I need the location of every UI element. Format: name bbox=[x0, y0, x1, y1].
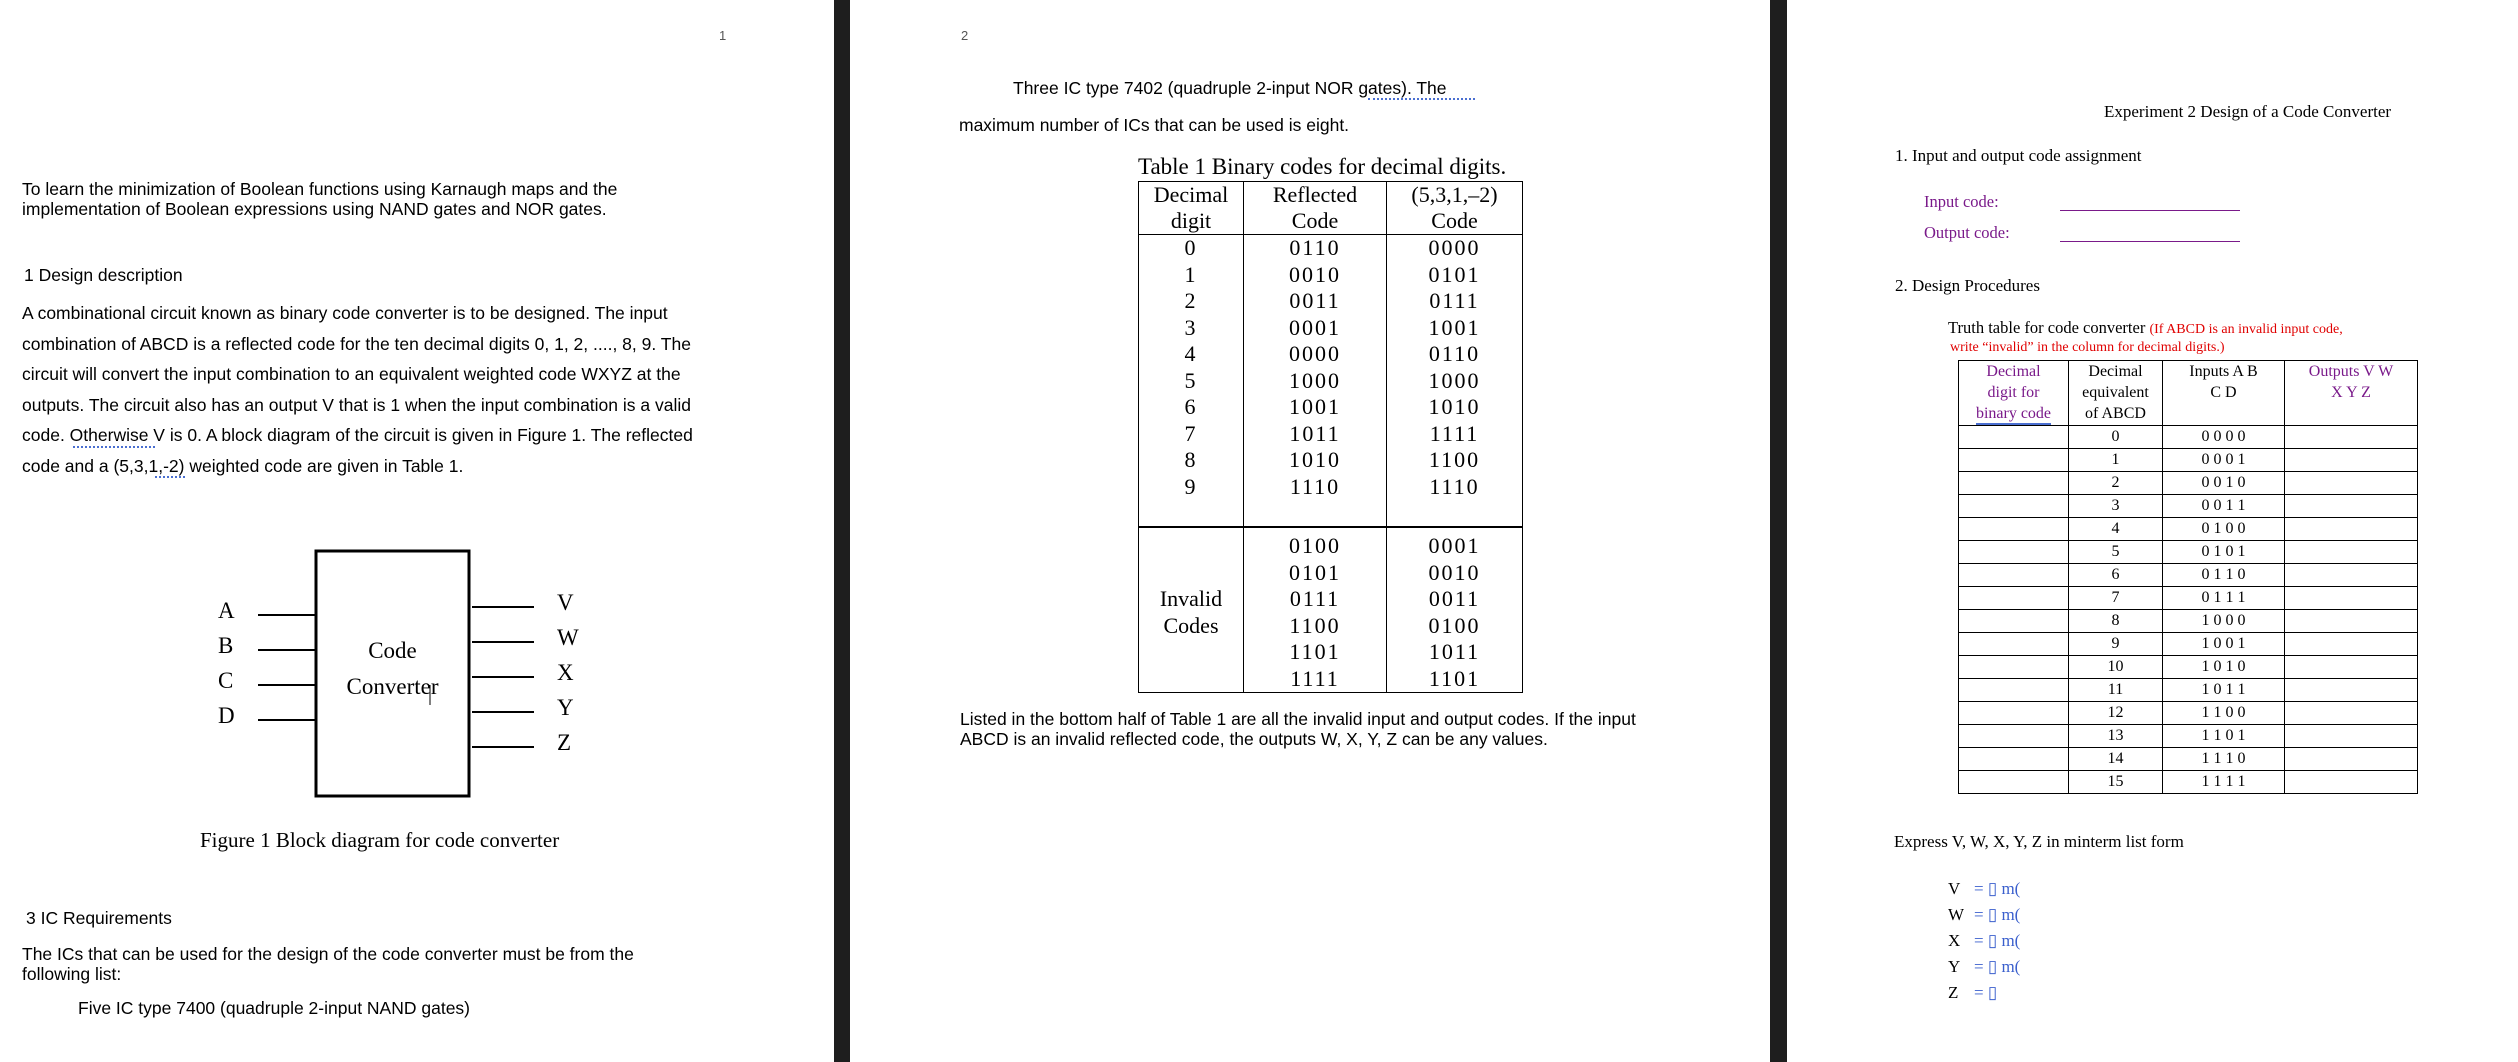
table-row bbox=[1139, 288, 1523, 315]
minterm-expr[interactable]: = ▯ m( bbox=[1974, 879, 2021, 898]
table-cell: 1011 bbox=[1387, 639, 1523, 666]
table-cell: 0100 bbox=[1244, 533, 1387, 560]
table-cell: 1 1 1 0 bbox=[2163, 748, 2285, 771]
truth-table-title bbox=[1948, 318, 2343, 338]
minterm-expr[interactable]: = ▯ m( bbox=[1974, 931, 2021, 950]
table-row bbox=[1139, 474, 1523, 501]
table-row bbox=[1959, 656, 2418, 679]
table-row bbox=[1139, 368, 1523, 395]
header-text: of ABCD bbox=[2085, 405, 2146, 422]
table-cell[interactable] bbox=[1959, 771, 2069, 794]
codes-table-wrapper bbox=[1138, 181, 1523, 693]
table-cell: 8 bbox=[1139, 447, 1244, 474]
objective-text: To learn the minimization of Boolean functions using Karnaugh maps and the implementation of Boolean expressions using NAND gates and NOR gates. bbox=[22, 179, 618, 219]
table-cell: 1010 bbox=[1387, 394, 1523, 421]
table-cell: 1 0 1 0 bbox=[2163, 656, 2285, 679]
table-cell: 1 1 0 1 bbox=[2163, 725, 2285, 748]
table-separator-row bbox=[1139, 500, 1523, 527]
table-cell[interactable] bbox=[1959, 633, 2069, 656]
table-cell: 2 bbox=[1139, 288, 1244, 315]
table-cell: 0001 bbox=[1387, 533, 1523, 560]
table-row bbox=[1959, 426, 2418, 449]
table-row bbox=[1959, 449, 2418, 472]
input-label-c: C bbox=[218, 668, 234, 693]
table-row bbox=[1139, 262, 1523, 289]
output-label-y: Y bbox=[557, 695, 574, 720]
paragraph-line: combination of ABCD is a reflected code for the ten decimal digits 0, 1, 2, ...., 8, 9. The bbox=[22, 333, 691, 354]
table-row bbox=[1959, 564, 2418, 587]
table-cell: 0 0 1 1 bbox=[2163, 495, 2285, 518]
table-cell bbox=[1139, 639, 1244, 666]
header-outputs bbox=[2285, 361, 2418, 426]
table-cell[interactable] bbox=[1959, 725, 2069, 748]
table-cell: 3 bbox=[1139, 315, 1244, 342]
table-cell: 0010 bbox=[1387, 560, 1523, 587]
table-cell: 1 bbox=[2069, 449, 2163, 472]
table-cell[interactable] bbox=[2285, 679, 2418, 702]
table-cell[interactable] bbox=[1959, 472, 2069, 495]
table-cell: 0101 bbox=[1387, 262, 1523, 289]
table-cell[interactable] bbox=[1959, 679, 2069, 702]
table-note: Listed in the bottom half of Table 1 are all the invalid input and output codes. If the input ABCD is an invalid reflected code, the outputs W, X, Y, Z can be any values. bbox=[960, 709, 1636, 749]
table-cell: 1011 bbox=[1244, 421, 1387, 448]
table-cell: 1110 bbox=[1244, 474, 1387, 501]
table-cell[interactable] bbox=[1959, 748, 2069, 771]
table-cell: 9 bbox=[1139, 474, 1244, 501]
table-cell: 0110 bbox=[1387, 341, 1523, 368]
output-label-w: W bbox=[557, 625, 579, 650]
input-label-d: D bbox=[218, 703, 235, 728]
truth-table bbox=[1958, 360, 2418, 794]
table-cell[interactable] bbox=[1959, 495, 2069, 518]
output-code-blank[interactable] bbox=[2060, 241, 2240, 242]
truth-table-note: write “invalid” in the column for decimal digits.) bbox=[1950, 340, 2225, 355]
table-cell: 1001 bbox=[1244, 394, 1387, 421]
table-cell: 6 bbox=[1139, 394, 1244, 421]
paragraph-line: circuit will convert the input combination to an equivalent weighted code WXYZ at the bbox=[22, 364, 681, 384]
table-cell bbox=[1139, 666, 1244, 693]
minterm-var: X bbox=[1948, 931, 1961, 950]
table-cell: 1 0 0 1 bbox=[2163, 633, 2285, 656]
table-cell: 11 bbox=[2069, 679, 2163, 702]
table-cell: 4 bbox=[1139, 341, 1244, 368]
table-row bbox=[1959, 472, 2418, 495]
table-cell: 1101 bbox=[1244, 639, 1387, 666]
spellcheck-underline bbox=[155, 476, 185, 478]
table-row bbox=[1139, 533, 1523, 560]
table-header-row bbox=[1139, 182, 1523, 235]
minterm-row bbox=[1948, 876, 2020, 902]
minterm-var: Y bbox=[1948, 957, 1961, 976]
table-cell: 0111 bbox=[1244, 586, 1387, 613]
table-row bbox=[1959, 495, 2418, 518]
table-cell[interactable] bbox=[1959, 702, 2069, 725]
output-label-v: V bbox=[557, 590, 574, 615]
truth-table-wrapper bbox=[1958, 360, 2418, 794]
document-page-3 bbox=[1787, 0, 2518, 1062]
box-label-converter: Converter bbox=[346, 674, 439, 699]
header-text: Reflected bbox=[1272, 182, 1358, 207]
experiment-title: Experiment 2 Design of a Code Converter bbox=[2104, 102, 2392, 121]
header-text: equivalent bbox=[2082, 384, 2149, 401]
table-cell[interactable] bbox=[2285, 518, 2418, 541]
table-row bbox=[1959, 725, 2418, 748]
table-cell: 0 1 0 1 bbox=[2163, 541, 2285, 564]
table-cell: 4 bbox=[2069, 518, 2163, 541]
table-row bbox=[1959, 633, 2418, 656]
table-cell[interactable] bbox=[2285, 541, 2418, 564]
table-cell: 1 bbox=[1139, 262, 1244, 289]
table-cell bbox=[1139, 560, 1244, 587]
output-code-label: Output code: bbox=[1924, 223, 2010, 242]
table-cell: 6 bbox=[2069, 564, 2163, 587]
minterm-expr[interactable]: = ▯ m( bbox=[1974, 957, 2021, 976]
table-row bbox=[1139, 421, 1523, 448]
ic-list-item: Five IC type 7400 (quadruple 2-input NAND gates) bbox=[78, 998, 471, 1018]
table-cell[interactable] bbox=[2285, 725, 2418, 748]
table-cell: 1000 bbox=[1387, 368, 1523, 395]
table-cell: 5 bbox=[1139, 368, 1244, 395]
box-label-code: Code bbox=[368, 638, 417, 663]
ic-list-item: Three IC type 7402 (quadruple 2-input NOR gates). The bbox=[1013, 78, 1447, 98]
table-cell: 1010 bbox=[1244, 447, 1387, 474]
table-cell bbox=[1139, 533, 1244, 560]
table-cell: 15 bbox=[2069, 771, 2163, 794]
minterm-row bbox=[1948, 928, 2020, 954]
table-cell[interactable] bbox=[2285, 587, 2418, 610]
table-cell[interactable] bbox=[1959, 518, 2069, 541]
page-number: 1 bbox=[719, 28, 727, 43]
table-cell: 0 0 0 1 bbox=[2163, 449, 2285, 472]
minterm-row bbox=[1948, 954, 2020, 980]
table-cell: 7 bbox=[2069, 587, 2163, 610]
block-diagram bbox=[0, 540, 834, 810]
table-cell: 1111 bbox=[1244, 666, 1387, 693]
table-cell: 5 bbox=[2069, 541, 2163, 564]
table-cell[interactable] bbox=[2285, 702, 2418, 725]
table-cell: 0 0 1 0 bbox=[2163, 472, 2285, 495]
table-cell: 9 bbox=[2069, 633, 2163, 656]
table-cell[interactable] bbox=[1959, 426, 2069, 449]
table-cell: 0000 bbox=[1387, 235, 1523, 262]
table-cell: 2 bbox=[2069, 472, 2163, 495]
table-cell[interactable] bbox=[1959, 610, 2069, 633]
table-cell: 0001 bbox=[1244, 315, 1387, 342]
table-cell: 8 bbox=[2069, 610, 2163, 633]
table-row bbox=[1139, 586, 1523, 613]
table-cell bbox=[1139, 500, 1244, 527]
table-row bbox=[1139, 394, 1523, 421]
table-cell: 1110 bbox=[1387, 474, 1523, 501]
table-header-row bbox=[1959, 361, 2418, 426]
table-row bbox=[1959, 518, 2418, 541]
minterm-expr[interactable]: = ▯ m( bbox=[1974, 905, 2021, 924]
table-row bbox=[1139, 639, 1523, 666]
table-row bbox=[1959, 771, 2418, 794]
table-row bbox=[1959, 541, 2418, 564]
table-cell: 0011 bbox=[1244, 288, 1387, 315]
table-cell: 1101 bbox=[1387, 666, 1523, 693]
table-cell: 0101 bbox=[1244, 560, 1387, 587]
codes-table bbox=[1138, 181, 1523, 693]
table-cell: 1001 bbox=[1387, 315, 1523, 342]
table-cell: 0 1 0 0 bbox=[2163, 518, 2285, 541]
table-cell: 0 bbox=[2069, 426, 2163, 449]
table-cell: 0111 bbox=[1387, 288, 1523, 315]
table-cell[interactable] bbox=[2285, 472, 2418, 495]
table-cell: 0 1 1 1 bbox=[2163, 587, 2285, 610]
header-text: Code bbox=[1291, 208, 1339, 233]
table-row bbox=[1139, 613, 1523, 640]
minterm-expr[interactable]: = ▯ bbox=[1974, 983, 1998, 1002]
truth-table-title-text: Truth table for code converter bbox=[1948, 318, 2146, 337]
table-cell[interactable] bbox=[1959, 587, 2069, 610]
spellcheck-underline bbox=[73, 446, 155, 448]
table-cell: 1100 bbox=[1244, 613, 1387, 640]
paragraph-line: A combinational circuit known as binary code converter is to be designed. The input bbox=[22, 303, 668, 323]
table-cell: 1111 bbox=[1387, 421, 1523, 448]
table-cell[interactable] bbox=[2285, 771, 2418, 794]
header-text: C D bbox=[2210, 384, 2237, 401]
header-weighted bbox=[1387, 182, 1523, 235]
header-decimal-digit bbox=[1959, 361, 2069, 426]
table-cell: 1 1 1 1 bbox=[2163, 771, 2285, 794]
table-cell[interactable] bbox=[2285, 449, 2418, 472]
header-reflected bbox=[1244, 182, 1387, 235]
ic-requirements-text: The ICs that can be used for the design of the code converter must be from the following list: bbox=[22, 944, 634, 984]
numbered-item: 1. Input and output code assignment bbox=[1895, 146, 2142, 165]
table-row bbox=[1959, 702, 2418, 725]
table-cell[interactable] bbox=[2285, 656, 2418, 679]
invalid-label: Codes bbox=[1139, 613, 1244, 640]
header-text: Code bbox=[1431, 208, 1478, 233]
table-row bbox=[1139, 560, 1523, 587]
table-cell: 14 bbox=[2069, 748, 2163, 771]
header-decimal-equivalent bbox=[2069, 361, 2163, 426]
header-text: Decimal bbox=[2088, 363, 2143, 380]
table-cell: 3 bbox=[2069, 495, 2163, 518]
minterm-row bbox=[1948, 902, 2020, 928]
header-text: binary code bbox=[1976, 405, 2051, 425]
table-cell: 12 bbox=[2069, 702, 2163, 725]
header-text: Outputs V W bbox=[2308, 363, 2394, 380]
table-cell: 0 0 0 0 bbox=[2163, 426, 2285, 449]
section-heading: 1 Design description bbox=[24, 265, 183, 285]
table-cell[interactable] bbox=[2285, 426, 2418, 449]
table-cell bbox=[1244, 500, 1387, 527]
figure-caption: Figure 1 Block diagram for code converter bbox=[200, 828, 560, 852]
table-cell[interactable] bbox=[2285, 610, 2418, 633]
input-code-blank[interactable] bbox=[2060, 210, 2240, 211]
header-inputs bbox=[2163, 361, 2285, 426]
paragraph-line: outputs. The circuit also has an output V that is 1 when the input combination is a valid bbox=[22, 394, 691, 415]
minterm-var: W bbox=[1948, 905, 1965, 924]
table-row bbox=[1139, 341, 1523, 368]
header-text: digit for bbox=[1987, 384, 2040, 401]
numbered-item: 2. Design Procedures bbox=[1895, 276, 2040, 295]
table-cell[interactable] bbox=[2285, 564, 2418, 587]
table-row bbox=[1139, 315, 1523, 342]
table-cell: 7 bbox=[1139, 421, 1244, 448]
section-heading: 3 IC Requirements bbox=[26, 908, 172, 928]
table-row bbox=[1959, 748, 2418, 771]
table-cell[interactable] bbox=[1959, 564, 2069, 587]
table-cell: 0 bbox=[1139, 235, 1244, 262]
table-cell[interactable] bbox=[2285, 748, 2418, 771]
table-cell: 1 1 0 0 bbox=[2163, 702, 2285, 725]
table-cell: 13 bbox=[2069, 725, 2163, 748]
table-cell[interactable] bbox=[2285, 633, 2418, 656]
table-row bbox=[1959, 587, 2418, 610]
table-cell bbox=[1387, 500, 1523, 527]
document-page-1 bbox=[0, 0, 834, 1062]
header-text: Decimal bbox=[1986, 363, 2041, 380]
table-cell: 0100 bbox=[1387, 613, 1523, 640]
table-caption: Table 1 Binary codes for decimal digits. bbox=[1138, 154, 1507, 179]
table-cell[interactable] bbox=[1959, 541, 2069, 564]
table-cell: 1000 bbox=[1244, 368, 1387, 395]
minterm-list bbox=[1948, 876, 2020, 1006]
table-cell: 0 1 1 0 bbox=[2163, 564, 2285, 587]
table-cell: 1 0 0 0 bbox=[2163, 610, 2285, 633]
page-number: 2 bbox=[961, 28, 969, 43]
spellcheck-underline bbox=[1368, 98, 1475, 100]
table-row bbox=[1959, 610, 2418, 633]
minterm-var: Z bbox=[1948, 983, 1959, 1002]
input-label-a: A bbox=[218, 598, 235, 623]
table-cell[interactable] bbox=[1959, 656, 2069, 679]
table-cell: 0000 bbox=[1244, 341, 1387, 368]
table-cell[interactable] bbox=[2285, 495, 2418, 518]
table-row bbox=[1139, 666, 1523, 693]
minterm-var: V bbox=[1948, 879, 1961, 898]
table-row bbox=[1139, 447, 1523, 474]
minterm-row bbox=[1948, 980, 2020, 1006]
table-row bbox=[1959, 679, 2418, 702]
design-description bbox=[22, 298, 822, 481]
ic-list-continuation: maximum number of ICs that can be used is eight. bbox=[959, 115, 1350, 135]
table-cell: 0011 bbox=[1387, 586, 1523, 613]
table-row bbox=[1139, 235, 1523, 262]
header-text: digit bbox=[1170, 208, 1212, 233]
header-decimal bbox=[1139, 182, 1244, 235]
invalid-label: Invalid bbox=[1139, 586, 1244, 613]
table-cell[interactable] bbox=[1959, 449, 2069, 472]
output-label-z: Z bbox=[557, 730, 572, 755]
output-label-x: X bbox=[557, 660, 574, 685]
truth-table-note: (If ABCD is an invalid input code, bbox=[2149, 322, 2343, 337]
table-cell: 10 bbox=[2069, 656, 2163, 679]
table-cell: 1 0 1 1 bbox=[2163, 679, 2285, 702]
paragraph-line: code and a (5,3,1,-2) weighted code are given in Table 1. bbox=[22, 455, 464, 476]
table-cell: 1100 bbox=[1387, 447, 1523, 474]
header-text: Decimal bbox=[1153, 182, 1229, 207]
input-label-b: B bbox=[218, 633, 234, 658]
express-instruction: Express V, W, X, Y, Z in minterm list form bbox=[1894, 832, 2184, 851]
header-text: (5,3,1,–2) bbox=[1411, 182, 1498, 207]
table-cell: 0010 bbox=[1244, 262, 1387, 289]
input-code-label: Input code: bbox=[1924, 192, 1999, 211]
document-page-2 bbox=[850, 0, 1770, 1062]
paragraph-line: code. Otherwise V is 0. A block diagram of the circuit is given in Figure 1. The reflected bbox=[22, 425, 693, 445]
header-text: X Y Z bbox=[2331, 384, 2371, 401]
table-cell: 0110 bbox=[1244, 235, 1387, 262]
header-text: Inputs A B bbox=[2189, 363, 2258, 380]
